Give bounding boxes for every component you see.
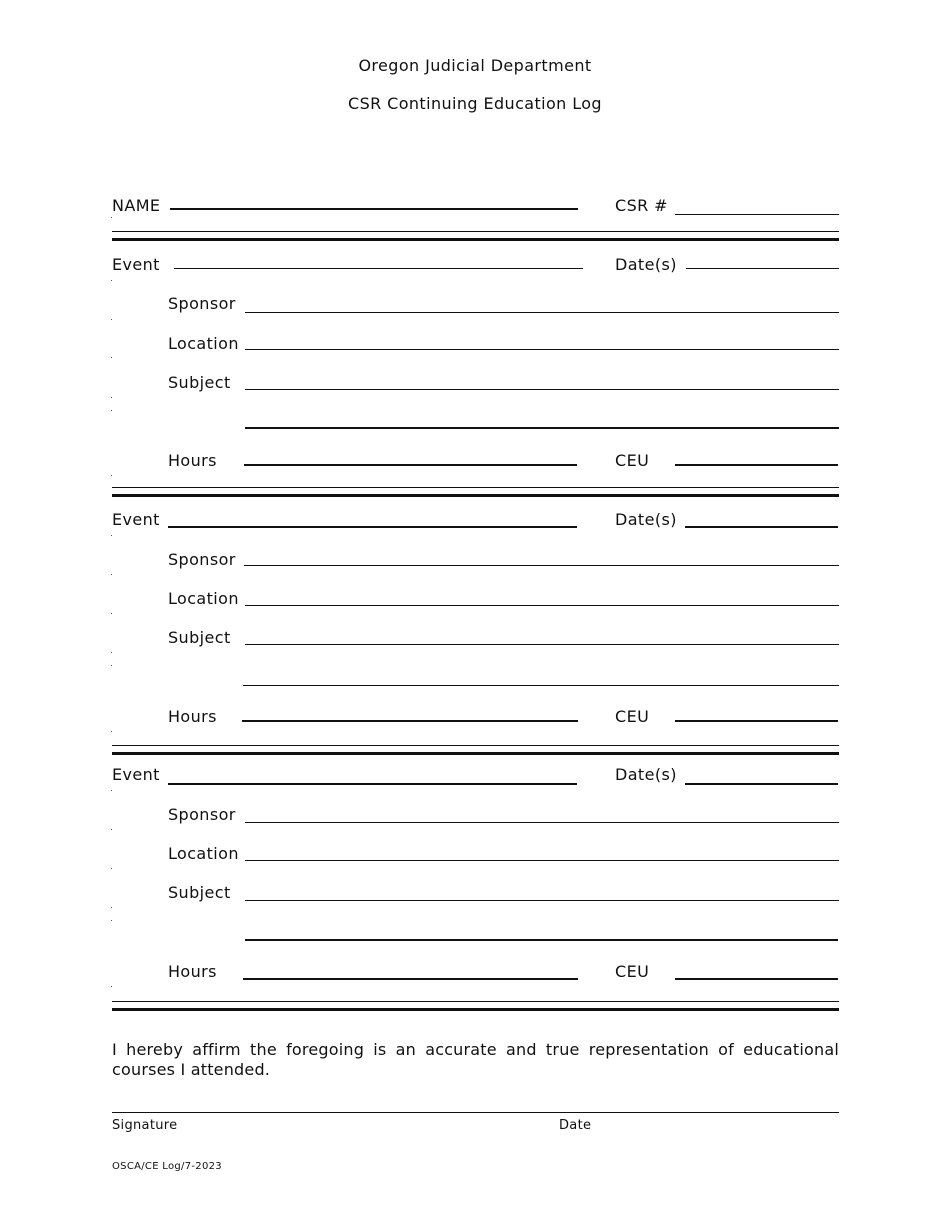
margin-mark	[111, 868, 112, 869]
sponsor-field[interactable]	[245, 822, 839, 823]
location-field[interactable]	[245, 349, 839, 350]
form-title: CSR Continuing Education Log	[348, 94, 602, 113]
location-field[interactable]	[245, 605, 839, 606]
section-divider	[112, 487, 839, 497]
margin-mark	[111, 357, 112, 358]
subject-field[interactable]	[245, 389, 839, 390]
ceu-label: CEU	[615, 451, 650, 470]
signature-label: Signature	[112, 1118, 178, 1133]
dates-label: Date(s)	[615, 765, 677, 784]
sponsor-label: Sponsor	[168, 550, 236, 569]
section-divider	[112, 745, 839, 755]
margin-mark	[111, 920, 112, 921]
subject-field-line-2[interactable]	[245, 427, 839, 429]
date-label: Date	[559, 1118, 592, 1133]
margin-mark	[111, 319, 112, 320]
section-divider	[112, 1001, 839, 1011]
margin-mark	[111, 665, 112, 666]
dates-field[interactable]	[686, 268, 839, 269]
ceu-field[interactable]	[675, 720, 838, 722]
event-label: Event	[112, 255, 160, 274]
margin-mark	[111, 731, 112, 732]
affirmation-statement: I hereby affirm the foregoing is an accurate and true representation of educational courses I attended.	[112, 1040, 839, 1079]
dates-field[interactable]	[685, 526, 838, 528]
subject-label: Subject	[168, 628, 231, 647]
dates-label: Date(s)	[615, 510, 677, 529]
dates-label: Date(s)	[615, 255, 677, 274]
sponsor-label: Sponsor	[168, 805, 236, 824]
subject-field[interactable]	[245, 644, 839, 645]
subject-field-line-2[interactable]	[243, 685, 839, 686]
subject-label: Subject	[168, 883, 231, 902]
sponsor-label: Sponsor	[168, 294, 236, 313]
name-label: NAME	[112, 196, 161, 215]
hours-label: Hours	[168, 707, 217, 726]
hours-field[interactable]	[242, 720, 578, 722]
margin-mark	[111, 652, 112, 653]
margin-mark	[111, 475, 112, 476]
hours-field[interactable]	[244, 464, 577, 466]
event-label: Event	[112, 510, 160, 529]
margin-mark	[111, 410, 112, 411]
hours-label: Hours	[168, 962, 217, 981]
location-label: Location	[168, 334, 239, 353]
ceu-label: CEU	[615, 707, 650, 726]
margin-mark	[111, 986, 112, 987]
margin-mark	[111, 280, 112, 281]
hours-label: Hours	[168, 451, 217, 470]
hours-field[interactable]	[243, 978, 578, 980]
margin-mark	[111, 790, 112, 791]
sponsor-field[interactable]	[244, 565, 839, 566]
sponsor-field[interactable]	[245, 312, 839, 313]
csr-number-label: CSR #	[615, 196, 668, 215]
department-name: Oregon Judicial Department	[358, 56, 592, 75]
subject-field-line-2[interactable]	[245, 939, 838, 941]
margin-mark	[111, 574, 112, 575]
ceu-field[interactable]	[675, 464, 838, 466]
margin-mark	[111, 907, 112, 908]
signature-line[interactable]	[112, 1112, 839, 1113]
event-field[interactable]	[168, 783, 577, 785]
location-field[interactable]	[245, 860, 839, 861]
ceu-field[interactable]	[675, 978, 838, 980]
margin-mark	[111, 397, 112, 398]
margin-mark	[111, 613, 112, 614]
margin-mark	[111, 535, 112, 536]
dates-field[interactable]	[685, 783, 838, 785]
event-field[interactable]	[168, 526, 577, 528]
location-label: Location	[168, 589, 239, 608]
ceu-label: CEU	[615, 962, 650, 981]
margin-mark	[111, 829, 112, 830]
event-field[interactable]	[174, 268, 583, 269]
location-label: Location	[168, 844, 239, 863]
event-label: Event	[112, 765, 160, 784]
subject-field[interactable]	[245, 900, 839, 901]
form-id: OSCA/CE Log/7-2023	[112, 1161, 222, 1172]
subject-label: Subject	[168, 373, 231, 392]
